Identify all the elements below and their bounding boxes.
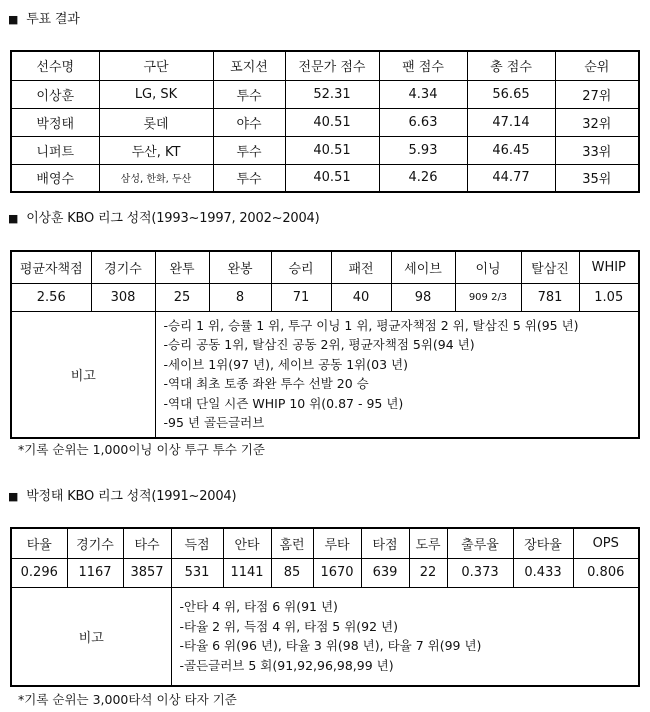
lee-sanghoon-stats-table xyxy=(10,250,640,439)
table-cell: 639 xyxy=(361,558,409,587)
square-bullet-icon: ■ xyxy=(8,212,19,225)
header-cell: 루타 xyxy=(313,528,361,558)
square-bullet-icon: ■ xyxy=(8,490,19,503)
table-cell: 33위 xyxy=(555,136,639,164)
table-cell: 6.63 xyxy=(379,108,467,136)
heading-text: 박정태 KBO 리그 성적(1991~2004) xyxy=(26,489,237,504)
batter-footnote: *기록 순위는 3,000타석 이상 타자 기준 xyxy=(18,692,237,707)
header-cell: 전문가 점수 xyxy=(285,51,379,80)
remark-line: -타율 6 위(96 년), 타율 3 위(98 년), 타율 7 위(99 년) xyxy=(179,638,482,654)
header-cell: 득점 xyxy=(171,528,223,558)
table-cell: 0.373 xyxy=(447,558,513,587)
table-cell: 4.26 xyxy=(379,164,467,192)
table-cell: 781 xyxy=(521,283,579,311)
remark-line: -역대 최초 토종 좌완 투수 선발 20 승 xyxy=(163,376,369,392)
table-cell: 27위 xyxy=(555,80,639,108)
header-cell: 출루율 xyxy=(447,528,513,558)
table-row xyxy=(11,136,639,164)
remark-line: -타율 2 위, 득점 4 위, 타점 5 위(92 년) xyxy=(179,618,398,634)
table-row xyxy=(11,283,639,311)
table-cell: 46.45 xyxy=(467,136,555,164)
table-cell: 98 xyxy=(391,283,455,311)
table-cell: 배영수 xyxy=(11,164,99,192)
table-cell: 47.14 xyxy=(467,108,555,136)
remarks-label: 비고 xyxy=(11,587,171,686)
table-cell: 22 xyxy=(409,558,447,587)
header-cell: 평균자책점 xyxy=(11,251,91,283)
heading-text: 투표 결과 xyxy=(26,12,80,27)
table-cell: 40.51 xyxy=(285,108,379,136)
table-cell: 531 xyxy=(171,558,223,587)
vote-result-heading xyxy=(8,8,80,27)
table-cell: 909 2/3 xyxy=(455,283,521,311)
header-cell: 구단 xyxy=(99,51,213,80)
header-cell: 도루 xyxy=(409,528,447,558)
table-cell: 박정태 xyxy=(11,108,99,136)
table-cell: 롯데 xyxy=(99,108,213,136)
table-cell: 투수 xyxy=(213,164,285,192)
header-cell: 장타율 xyxy=(513,528,573,558)
remark-line: -안타 4 위, 타점 6 위(91 년) xyxy=(179,599,338,615)
table-cell: 5.93 xyxy=(379,136,467,164)
remarks-row xyxy=(11,587,639,686)
table-cell: 71 xyxy=(271,283,331,311)
table-cell: 40 xyxy=(331,283,391,311)
header-cell: 타수 xyxy=(123,528,171,558)
table-cell: 0.806 xyxy=(573,558,639,587)
header-cell: WHIP xyxy=(579,251,639,283)
table-cell: 85 xyxy=(271,558,313,587)
header-cell: 경기수 xyxy=(91,251,155,283)
table-cell: 1670 xyxy=(313,558,361,587)
table-cell: 1167 xyxy=(67,558,123,587)
header-cell: 타점 xyxy=(361,528,409,558)
table-cell: 25 xyxy=(155,283,209,311)
park-jungtae-stats-table xyxy=(10,527,640,687)
header-cell: 이닝 xyxy=(455,251,521,283)
header-cell: 승리 xyxy=(271,251,331,283)
table-row xyxy=(11,558,639,587)
table-cell: LG, SK xyxy=(99,80,213,108)
header-cell: 포지션 xyxy=(213,51,285,80)
remark-line: -골든글러브 5 회(91,92,96,98,99 년) xyxy=(179,657,394,673)
header-cell: 선수명 xyxy=(11,51,99,80)
table-cell: 308 xyxy=(91,283,155,311)
table-cell: 투수 xyxy=(213,80,285,108)
table-header-row xyxy=(11,51,639,80)
remarks-label: 비고 xyxy=(11,311,155,438)
table-cell: 투수 xyxy=(213,136,285,164)
table-cell: 8 xyxy=(209,283,271,311)
vote-result-table xyxy=(10,50,640,193)
table-cell: 니퍼트 xyxy=(11,136,99,164)
square-bullet-icon: ■ xyxy=(8,13,19,26)
table-header-row xyxy=(11,251,639,283)
header-cell: 순위 xyxy=(555,51,639,80)
table-cell: 0.433 xyxy=(513,558,573,587)
table-cell: 야수 xyxy=(213,108,285,136)
table-row xyxy=(11,108,639,136)
table-cell: 32위 xyxy=(555,108,639,136)
remark-line: -승리 1 위, 승률 1 위, 투구 이닝 1 위, 평균자책점 2 위, 탈삼진 5 위(95 년) xyxy=(163,317,579,333)
table-cell: 3857 xyxy=(123,558,171,587)
header-cell: 완투 xyxy=(155,251,209,283)
lee-sanghoon-stats-heading xyxy=(8,207,319,226)
table-cell: 두산, KT xyxy=(99,136,213,164)
remark-line: -역대 단일 시즌 WHIP 10 위(0.87 - 95 년) xyxy=(163,395,404,411)
remarks-cell xyxy=(155,311,639,438)
table-cell: 이상훈 xyxy=(11,80,99,108)
remarks-row xyxy=(11,311,639,438)
table-header-row xyxy=(11,528,639,558)
header-cell: 총 점수 xyxy=(467,51,555,80)
table-cell: 44.77 xyxy=(467,164,555,192)
table-cell: 56.65 xyxy=(467,80,555,108)
header-cell: 안타 xyxy=(223,528,271,558)
table-cell: 40.51 xyxy=(285,164,379,192)
header-cell: 팬 점수 xyxy=(379,51,467,80)
table-cell: 40.51 xyxy=(285,136,379,164)
table-cell: 0.296 xyxy=(11,558,67,587)
table-cell: 2.56 xyxy=(11,283,91,311)
park-jungtae-stats-heading xyxy=(8,485,236,504)
table-cell: 4.34 xyxy=(379,80,467,108)
table-cell: 1.05 xyxy=(579,283,639,311)
remark-line: -승리 공동 1위, 탈삼진 공동 2위, 평균자책점 5위(94 년) xyxy=(163,337,475,353)
header-cell: 홈런 xyxy=(271,528,313,558)
table-cell: 1141 xyxy=(223,558,271,587)
table-cell: 52.31 xyxy=(285,80,379,108)
remark-line: -95 년 골든글러브 xyxy=(163,415,265,431)
table-row xyxy=(11,164,639,192)
header-cell: 패전 xyxy=(331,251,391,283)
heading-text: 이상훈 KBO 리그 성적(1993~1997, 2002~2004) xyxy=(26,211,320,226)
header-cell: 세이브 xyxy=(391,251,455,283)
remarks-cell xyxy=(171,587,639,686)
header-cell: 타율 xyxy=(11,528,67,558)
table-row xyxy=(11,80,639,108)
table-cell: 35위 xyxy=(555,164,639,192)
header-cell: 완봉 xyxy=(209,251,271,283)
remark-line: -세이브 1위(97 년), 세이브 공동 1위(03 년) xyxy=(163,356,408,372)
table-cell: 삼성, 한화, 두산 xyxy=(99,164,213,192)
pitcher-footnote: *기록 순위는 1,000이닝 이상 투구 투수 기준 xyxy=(18,442,266,457)
header-cell: 경기수 xyxy=(67,528,123,558)
header-cell: 탈삼진 xyxy=(521,251,579,283)
header-cell: OPS xyxy=(573,528,639,558)
